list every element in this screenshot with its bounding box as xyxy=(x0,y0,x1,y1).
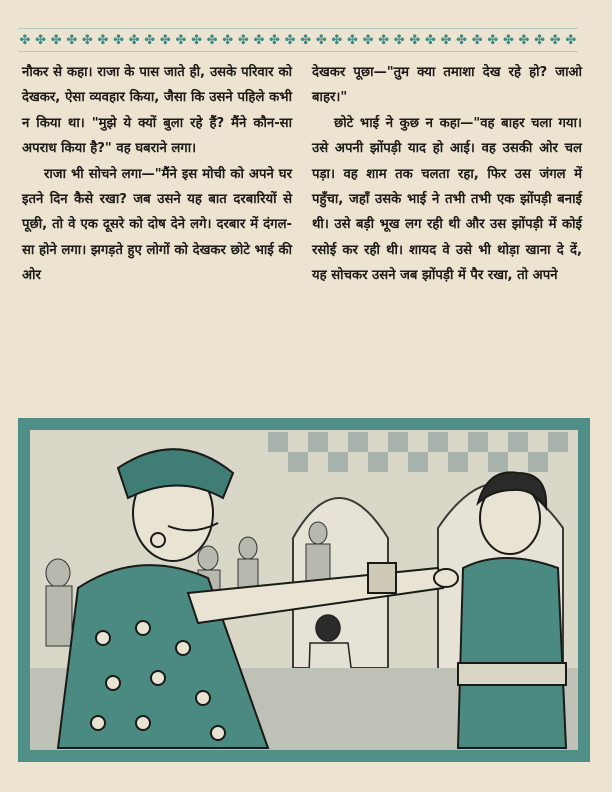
left-paragraph-1: नौकर से कहा। राजा के पास जाते ही, उसके परिवार को देखकर, ऐसा व्यवहार किया, जैसा कि उसने पहिले कभी न किया था। "मुझे ये क्यों बुला रहे हैं? मैंने कौन-सा अपराध किया है?" वह घबराने लगा। xyxy=(22,65,292,157)
right-paragraph-1: देखकर पूछा—"तुम क्या तमाशा देख रहे हो? जाओ बाहर।" xyxy=(312,65,582,106)
right-paragraph-2: छोटे भाई ने कुछ न कहा—"वह बाहर चला गया। उसे अपनी झोंपड़ी याद हो आई। वह उसकी ओर चल पड़ा। वह शाम तक चलता रहा, फिर उस जंगल में पहुँचा, जहाँ उसके भाई ने तभी तभी एक झोंपड़ी बनाई थी। उसे बड़ी भूख लग रही थी और उस झोंपड़ी में कोई रसोई कर रही थी। शायद वे उसे भी थोड़ा खाना दे दें, यह सोचकर उसने जब झोंपड़ी में पैर रखा, तो अपने xyxy=(312,115,582,284)
decorative-border: ✤ ✤ ✤ ✤ ✤ ✤ ✤ ✤ ✤ ✤ ✤ ✤ ✤ ✤ ✤ ✤ ✤ ✤ ✤ ✤ ✤ ✤ ✤ ✤ ✤ ✤ ✤ ✤ ✤ ✤ ✤ ✤ ✤ ✤ ✤ ✤ xyxy=(18,28,578,52)
left-text-column xyxy=(22,60,292,289)
story-illustration xyxy=(18,418,590,762)
left-paragraph-2: राजा भी सोचने लगा—"मैंने इस मोची को अपने घर इतने दिन कैसे रखा? जब उसने यह बात दरबारियों से पूछी, तो वे एक दूसरे को दोष देने लगे। दरबार में दंगल-सा होने लगा। झगड़ते हुए लोगों को देखकर छोटे भाई की ओर xyxy=(22,166,292,284)
right-text-column xyxy=(312,60,582,289)
illustration-art xyxy=(18,418,590,762)
